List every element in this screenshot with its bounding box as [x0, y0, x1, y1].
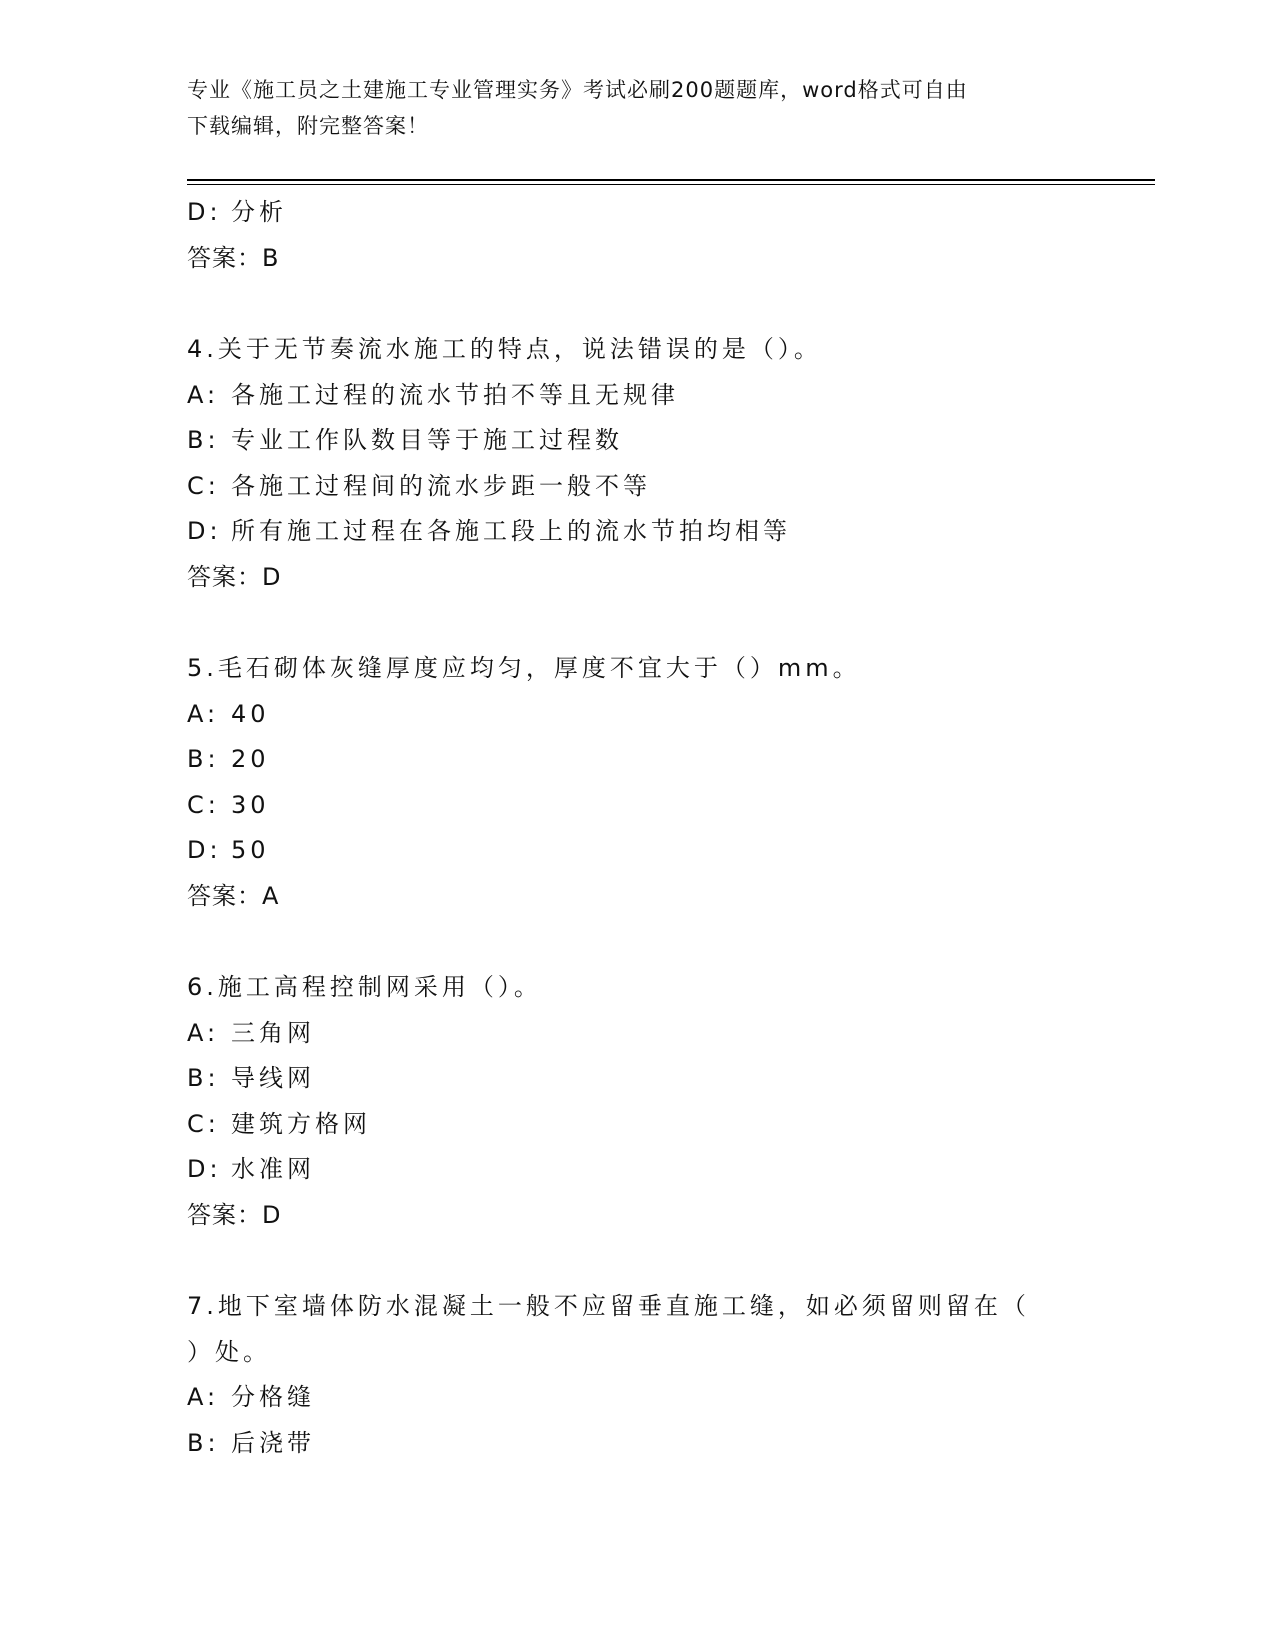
option-a: [187, 692, 1155, 738]
option-a: [187, 1375, 1155, 1421]
option-key: C:: [187, 471, 220, 500]
option-text: 所有施工过程在各施工段上的流水节拍均相等: [231, 517, 791, 545]
header-rule-thin: [187, 184, 1155, 185]
answer-line: 答案：D: [187, 562, 282, 591]
option-text: 建筑方格网: [231, 1109, 371, 1138]
spacer: [187, 1238, 1155, 1284]
header-line-1: 专业《施工员之土建施工专业管理实务》考试必刷200题题库，word格式可自由: [187, 78, 968, 102]
spacer: [187, 919, 1155, 965]
option-a: [187, 1011, 1155, 1057]
option-key: C:: [187, 790, 220, 819]
option-text: 后浇带: [231, 1428, 315, 1457]
option-c: [187, 464, 1155, 510]
option-text: 专业工作队数目等于施工过程数: [231, 426, 623, 454]
option-key: A:: [187, 1018, 220, 1047]
option-key: B:: [187, 426, 220, 454]
option-b: [187, 418, 1155, 464]
option-text: 导线网: [231, 1064, 315, 1092]
option-text: 50: [231, 836, 270, 864]
option-b: [187, 737, 1155, 783]
option-key: D:: [187, 198, 222, 226]
option-key: B:: [187, 1428, 220, 1457]
option-text: 三角网: [231, 1018, 315, 1047]
option-key: A:: [187, 699, 220, 728]
option-d: [187, 190, 1155, 236]
question-stem-line-1: 7.地下室墙体防水混凝土一般不应留垂直施工缝，如必须留则留在（: [187, 1292, 1030, 1320]
question-list: [187, 190, 1155, 1466]
option-text: 30: [231, 790, 270, 819]
option-key: D:: [187, 1155, 222, 1183]
option-key: B:: [187, 1064, 220, 1092]
option-key: B:: [187, 745, 220, 773]
option-c: [187, 1102, 1155, 1148]
option-d: [187, 509, 1155, 555]
answer-line: 答案：D: [187, 1200, 282, 1229]
option-text: 分格缝: [231, 1383, 315, 1411]
option-a: [187, 373, 1155, 419]
answer-line: 答案：B: [187, 243, 280, 272]
spacer: [187, 600, 1155, 646]
option-key: A:: [187, 1383, 220, 1411]
option-b: [187, 1421, 1155, 1467]
option-text: 40: [231, 699, 270, 728]
question-stem: 6.施工高程控制网采用（）。: [187, 973, 542, 1001]
header-line-2: 下载编辑，附完整答案！: [187, 114, 429, 138]
header-rule-thick: [187, 179, 1155, 181]
question-stem: 4.关于无节奏流水施工的特点，说法错误的是（）。: [187, 335, 822, 363]
question-stem-line-2: ）处。: [187, 1337, 271, 1366]
spacer: [187, 281, 1155, 327]
option-b: [187, 1056, 1155, 1102]
answer-line: 答案：A: [187, 881, 280, 910]
option-key: D:: [187, 517, 222, 545]
option-c: [187, 783, 1155, 829]
document-header: [187, 72, 1067, 144]
option-text: 分析: [231, 198, 287, 226]
option-text: 各施工过程的流水节拍不等且无规律: [231, 380, 679, 409]
option-d: [187, 828, 1155, 874]
option-text: 20: [231, 745, 270, 773]
option-text: 各施工过程间的流水步距一般不等: [231, 471, 651, 500]
option-key: A:: [187, 380, 220, 409]
question-stem: 5.毛石砌体灰缝厚度应均匀，厚度不宜大于（）mm。: [187, 654, 861, 682]
option-key: D:: [187, 836, 222, 864]
option-key: C:: [187, 1109, 220, 1138]
option-text: 水准网: [231, 1155, 315, 1183]
option-d: [187, 1147, 1155, 1193]
